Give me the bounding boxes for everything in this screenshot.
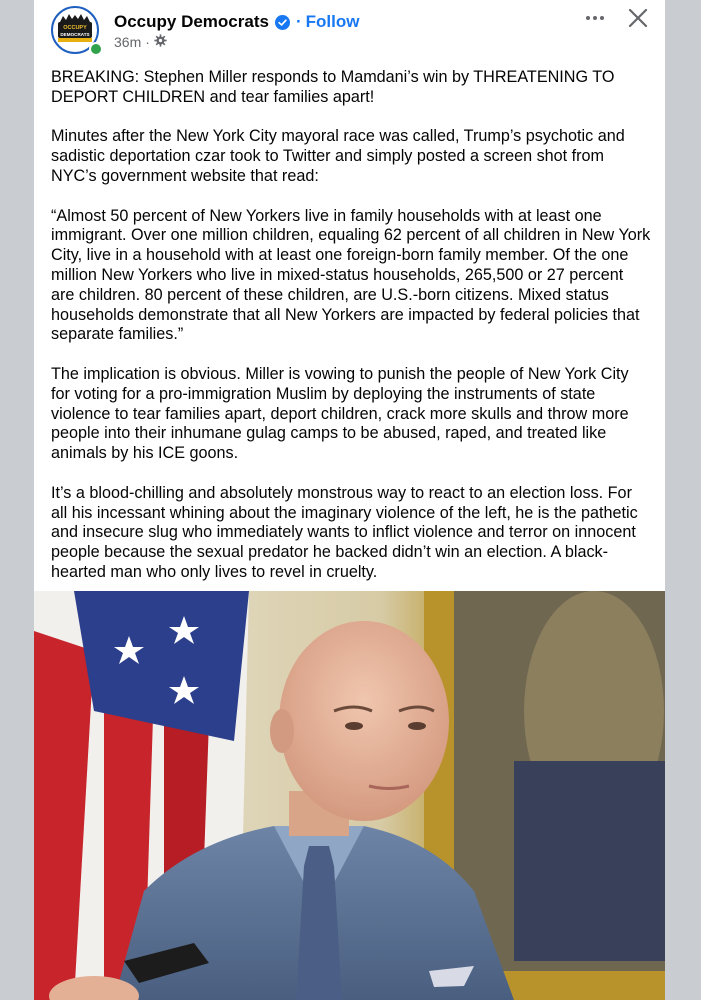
post-paragraph-1: BREAKING: Stephen Miller responds to Mamdani’s win by THREATENING TO DEPORT CHILDREN and tear families apart! bbox=[51, 68, 615, 106]
page-name-row bbox=[114, 12, 359, 32]
logo-graphic bbox=[55, 10, 95, 50]
online-status-dot bbox=[89, 42, 103, 56]
verified-badge-icon bbox=[275, 15, 290, 30]
post-paragraph-4: The implication is obvious. Miller is vowing to punish the people of New York City for voting for a pro-immigration Muslim by deploying the instruments of state violence to tear families apart, deport children, crack more skulls and throw more people into their inhumane gulag camps to be abused, raped, and treated like animals by his ICE goons. bbox=[51, 364, 629, 463]
meta-separator: · bbox=[145, 34, 150, 50]
post-photo[interactable] bbox=[34, 591, 665, 1000]
post-meta bbox=[114, 34, 167, 50]
more-options-icon[interactable] bbox=[580, 8, 610, 28]
page-name-link[interactable]: Occupy Democrats bbox=[114, 12, 269, 31]
logo-text-top: OCCUPY bbox=[63, 25, 87, 31]
follow-group bbox=[294, 12, 360, 32]
close-icon[interactable] bbox=[626, 6, 650, 30]
post-card bbox=[34, 0, 665, 1000]
follow-button[interactable]: Follow bbox=[305, 12, 360, 31]
post-paragraph-2: Minutes after the New York City mayoral race was called, Trump’s psychotic and sadistic deportation czar took to Twitter and simply posted a screen shot from NYC’s government website that read: bbox=[51, 127, 625, 185]
post-header bbox=[34, 0, 665, 62]
separator-dot: · bbox=[295, 12, 302, 31]
post-body bbox=[51, 68, 651, 603]
post-paragraph-5: It’s a blood-chilling and absolutely monstrous way to react to an election loss. For all his incessant whining about the imaginary violence of the left, he is the pathetic and insecure slug who immediately wants to inflict violence and terror on innocent people because the sexual predator he backed didn’t win an election. A black-hearted man who only lives to revel in cruelty. bbox=[51, 483, 638, 581]
post-paragraph-3: “Almost 50 percent of New Yorkers live in family households with at least one immigrant. Over one million children, equaling 62 percent of all children in New York City, live in a household with at least one foreign-born family member. Of the one million New Yorkers who live in mixed-status households, 265,500 or 27 percent are children. 80 percent of these children, are U.S.-born citizens. Mixed status households demonstrate that all New Yorkers are impacted by federal policies that separate families.” bbox=[51, 206, 651, 344]
post-timestamp[interactable]: 36m bbox=[114, 34, 142, 50]
gear-icon[interactable] bbox=[154, 34, 167, 50]
page-avatar[interactable] bbox=[51, 6, 103, 58]
photo-illustration bbox=[34, 591, 665, 1000]
logo-text-bottom: DEMOCRATS bbox=[60, 32, 90, 37]
